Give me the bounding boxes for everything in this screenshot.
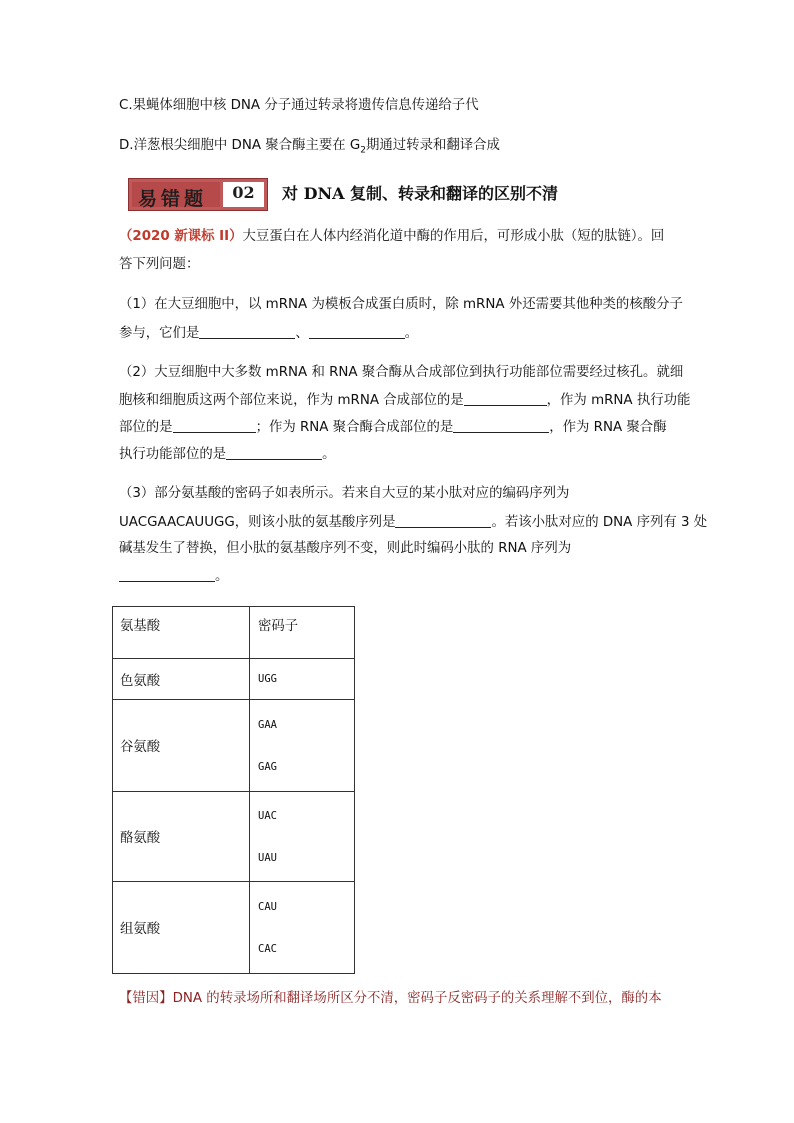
table-row	[113, 659, 355, 700]
codon-table	[112, 606, 355, 974]
option-c: C.果蝇体细胞中核 DNA 分子通过转录将遗传信息传递给子代	[119, 98, 479, 113]
amino-acid-cell: 色氨酸	[113, 659, 250, 700]
codon: GAA	[258, 718, 277, 731]
codon-cell	[250, 792, 355, 882]
section-number: 02	[223, 182, 264, 207]
codon: UGG	[258, 673, 277, 685]
codon: UAU	[258, 851, 277, 864]
part2-text: 部位的是	[119, 420, 173, 435]
amino-acid-cell: 酪氨酸	[113, 792, 250, 882]
amino-acid-cell: 谷氨酸	[113, 700, 250, 792]
table-row	[113, 700, 355, 792]
part2-line2	[119, 393, 690, 407]
question-stem-line2: 答下列问题：	[119, 257, 200, 272]
part1-text: 参与，它们是	[119, 326, 200, 341]
part2-text: ；作为 RNA 聚合酶合成部位的是	[255, 420, 454, 435]
separator: 、	[295, 326, 309, 341]
part3-line4	[119, 569, 228, 583]
part2-line4	[119, 447, 336, 461]
error-cause	[119, 992, 662, 1005]
option-d	[119, 139, 500, 156]
part2-text: ，作为 RNA 聚合酶	[549, 420, 667, 435]
table-header-cell: 氨基酸	[113, 607, 250, 659]
amino-acid-cell: 组氨酸	[113, 882, 250, 974]
codon: CAC	[258, 942, 277, 955]
table-row	[113, 882, 355, 974]
part2-line3	[119, 420, 667, 434]
codon-cell	[250, 659, 355, 700]
section-badge-label: 易错题	[138, 188, 208, 210]
question-stem-line1	[119, 230, 664, 243]
part3-line1: （3）部分氨基酸的密码子如表所示。若来自大豆的某小肽对应的编码序列为	[119, 486, 570, 501]
codon-cell	[250, 700, 355, 792]
codon: CAU	[258, 900, 277, 913]
answer-blank[interactable]	[464, 393, 547, 406]
part2-text: 执行功能部位的是	[119, 447, 227, 462]
part3-text: UACGAACAUUGG，则该小肽的氨基酸序列是	[119, 515, 396, 530]
section-title: 对 DNA 复制、转录和翻译的区别不清	[282, 184, 559, 203]
answer-blank[interactable]	[173, 420, 256, 433]
part3-line3: 碱基发生了替换，但小肽的氨基酸序列不变，则此时编码小肽的 RNA 序列为	[119, 541, 572, 556]
table-header-row	[113, 607, 355, 659]
answer-blank[interactable]	[119, 569, 215, 582]
period: 。	[215, 569, 229, 584]
answer-blank[interactable]	[226, 447, 322, 460]
section-badge	[128, 178, 268, 211]
answer-blank[interactable]	[395, 515, 491, 528]
error-cause-tag: 【错因】	[119, 991, 173, 1006]
error-cause-text: DNA 的转录场所和翻译场所区分不清，密码子反密码子的关系理解不到位，酶的本	[172, 991, 662, 1006]
part3-text: 。若该小肽对应的 DNA 序列有 3 处	[491, 515, 708, 530]
codon: GAG	[258, 760, 277, 773]
option-d-text: D.洋葱根尖细胞中 DNA 聚合酶主要在 G	[119, 138, 361, 153]
period: 。	[322, 447, 336, 462]
option-d-text-end: 期通过转录和翻译合成	[366, 138, 500, 153]
question-stem-text: 大豆蛋白在人体内经消化道中酶的作用后，可形成小肽（短的肽链）。回	[242, 229, 665, 244]
part1-line2	[119, 326, 418, 340]
part3-line2	[119, 515, 707, 529]
table-row	[113, 792, 355, 882]
table-header-cell: 密码子	[250, 607, 355, 659]
period: 。	[404, 326, 419, 341]
option-d-subscript: 2	[360, 145, 367, 156]
codon: UAC	[258, 809, 277, 822]
part1-line1: （1）在大豆细胞中，以 mRNA 为模板合成蛋白质时，除 mRNA 外还需要其他种类的核酸分子	[119, 297, 683, 312]
part2-text: 胞核和细胞质这两个部位来说，作为 mRNA 合成部位的是	[119, 393, 464, 408]
answer-blank[interactable]	[199, 326, 295, 339]
answer-blank[interactable]	[453, 420, 549, 433]
part2-line1: （2）大豆细胞中大多数 mRNA 和 RNA 聚合酶从合成部位到执行功能部位需要经过核孔。就细	[119, 365, 684, 380]
answer-blank[interactable]	[309, 326, 405, 339]
question-source: （2020 新课标 II）	[119, 229, 243, 244]
codon-cell	[250, 882, 355, 974]
part2-text: ，作为 mRNA 执行功能	[546, 393, 691, 408]
